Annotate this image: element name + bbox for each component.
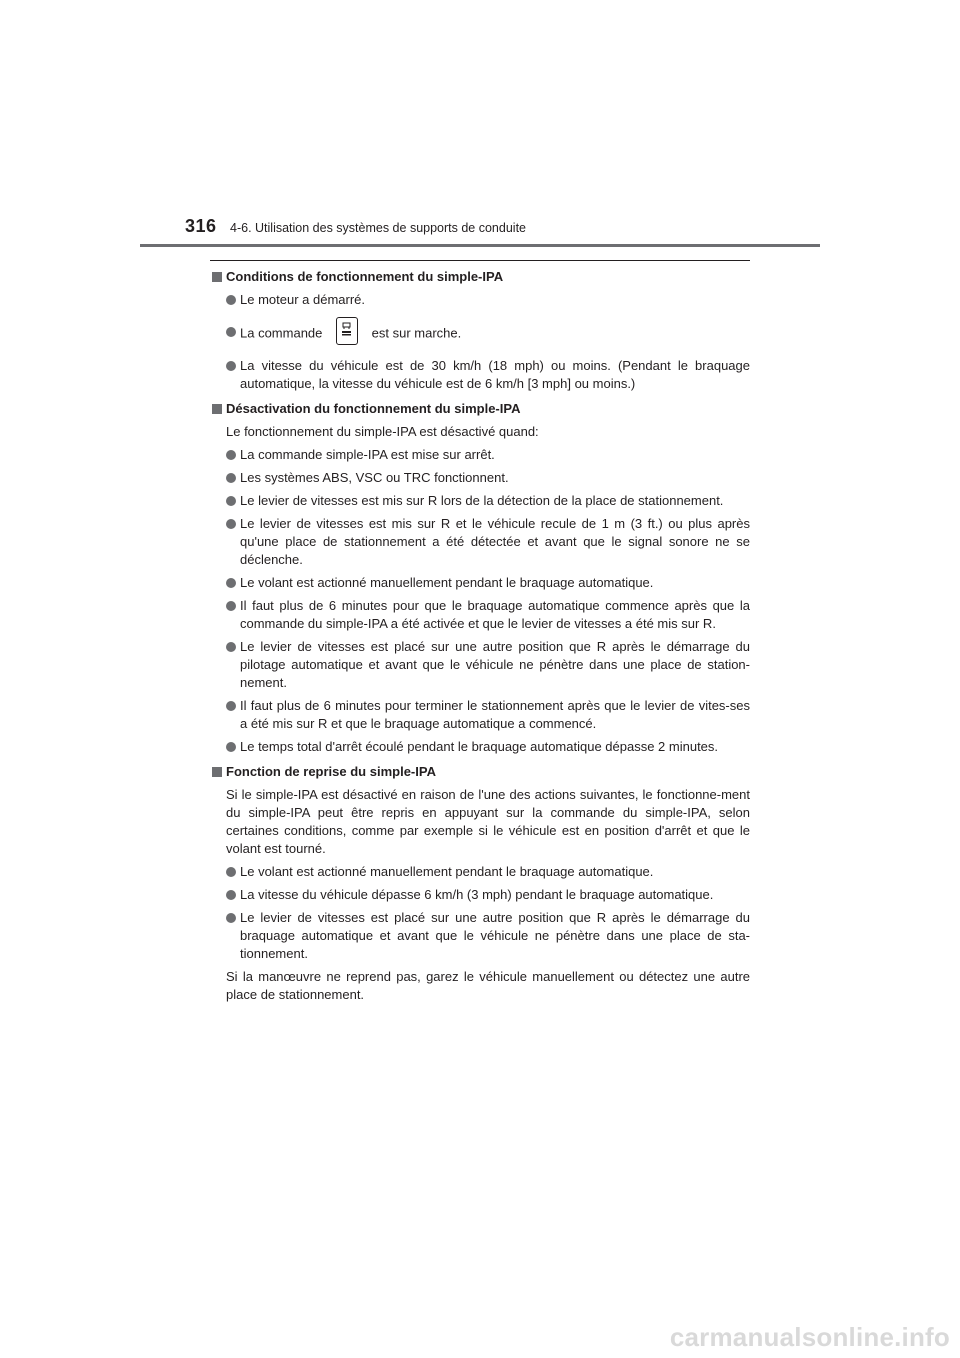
- list-item: [210, 597, 750, 633]
- list-item-text: La vitesse du véhicule est de 30 km/h (18 mph) ou moins. (Pendant le braquage automatique, la vitesse du véhicule est de 6 km/h [3 mph] ou moins.): [240, 358, 750, 391]
- list-item-text: Le volant est actionné manuellement pendant le braquage automatique.: [240, 864, 654, 879]
- list-item: [210, 909, 750, 963]
- circle-bullet-icon: [226, 361, 236, 371]
- section-heading-text: Désactivation du fonctionnement du simple-IPA: [226, 401, 521, 416]
- list-item: [210, 515, 750, 569]
- list-item-text: Le moteur a démarré.: [240, 292, 366, 307]
- square-bullet-icon: [212, 404, 222, 414]
- list-item-text: Le levier de vitesses est placé sur une autre position que R après le démarrage du braquage automatique et avant que le véhicule ne pénètre dans une place de sta-tionnement.: [240, 910, 750, 961]
- list-item-text: La commande simple-IPA est mise sur arrêt.: [240, 447, 495, 462]
- list-item-switch: [210, 323, 750, 345]
- square-bullet-icon: [212, 767, 222, 777]
- list-item-text: Le levier de vitesses est mis sur R lors de la détection de la place de stationnement.: [240, 493, 724, 508]
- circle-bullet-icon: [226, 642, 236, 652]
- circle-bullet-icon: [226, 295, 236, 305]
- paragraph: Si le simple-IPA est désactivé en raison de l'une des actions suivantes, le fonctionne-ment du simple-IPA peut être repris en appuyant sur la commande du simple-IPA, selon certaines conditions, comme par exemple si le véhicule est en position d'arrêt et que le volant est tourné.: [226, 787, 750, 856]
- square-bullet-icon: [212, 272, 222, 282]
- list-item: [210, 291, 750, 309]
- page-header: [0, 0, 960, 250]
- list-item-text: Le levier de vitesses est placé sur une autre position que R après le démarrage du pilotage automatique et avant que le véhicule ne pénètre dans une place de station-nement.: [240, 639, 750, 690]
- circle-bullet-icon: [226, 601, 236, 611]
- parking-assist-switch-icon: [336, 317, 358, 345]
- list-item: [210, 446, 750, 464]
- list-item: [210, 574, 750, 592]
- circle-bullet-icon: [226, 327, 236, 337]
- list-item: [210, 738, 750, 756]
- list-item-text: Les systèmes ABS, VSC ou TRC fonctionnent.: [240, 470, 509, 485]
- paragraph: Si la manœuvre ne reprend pas, garez le véhicule manuellement ou détectez une autre place de stationnement.: [226, 969, 750, 1002]
- list-item: [210, 863, 750, 881]
- list-item: [210, 469, 750, 487]
- circle-bullet-icon: [226, 496, 236, 506]
- list-item-text: Il faut plus de 6 minutes pour que le braquage automatique commence après que la commande du simple-IPA a été activée et que le levier de vitesses a été mis sur R.: [240, 598, 750, 631]
- list-item-text: Le volant est actionné manuellement pendant le braquage automatique.: [240, 575, 654, 590]
- watermark: carmanualsonline.info: [669, 1322, 950, 1352]
- list-item-text: Le levier de vitesses est mis sur R et le véhicule recule de 1 m (3 ft.) ou plus après qu'une place de stationnement a été détectée et avant que le signal sonore ne se déclenche.: [240, 516, 750, 567]
- circle-bullet-icon: [226, 450, 236, 460]
- circle-bullet-icon: [226, 519, 236, 529]
- list-item-text: La vitesse du véhicule dépasse 6 km/h (3 mph) pendant le braquage automatique.: [240, 887, 714, 902]
- section-heading-conditions: [210, 268, 750, 286]
- circle-bullet-icon: [226, 701, 236, 711]
- list-item-text: Le temps total d'arrêt écoulé pendant le braquage automatique dépasse 2 minutes.: [240, 739, 719, 754]
- circle-bullet-icon: [226, 890, 236, 900]
- content-rule: [210, 260, 750, 261]
- circle-bullet-icon: [226, 867, 236, 877]
- list-item-text: La commande: [240, 325, 323, 341]
- circle-bullet-icon: [226, 473, 236, 483]
- section-heading-text: Fonction de reprise du simple-IPA: [226, 764, 436, 779]
- list-item: [210, 357, 750, 393]
- list-item: [210, 492, 750, 510]
- paragraph: Le fonctionnement du simple-IPA est désactivé quand:: [226, 424, 539, 439]
- circle-bullet-icon: [226, 742, 236, 752]
- page-content: [210, 268, 750, 1009]
- section-heading-resume: [210, 763, 750, 781]
- circle-bullet-icon: [226, 578, 236, 588]
- list-item-text: est sur marche.: [371, 325, 462, 341]
- section-title: 4-6. Utilisation des systèmes de supports de conduite: [230, 221, 526, 235]
- list-item-text: Il faut plus de 6 minutes pour terminer le stationnement après que le levier de vites-ses a été mis sur R et que le braquage automatique a commencé.: [240, 698, 750, 731]
- section-heading-text: Conditions de fonctionnement du simple-IPA: [226, 269, 504, 284]
- list-item: [210, 886, 750, 904]
- circle-bullet-icon: [226, 913, 236, 923]
- header-rule: [140, 244, 820, 247]
- section-heading-deactivation: [210, 400, 750, 418]
- list-item: [210, 638, 750, 692]
- list-item: [210, 697, 750, 733]
- page-number: 316: [185, 216, 217, 236]
